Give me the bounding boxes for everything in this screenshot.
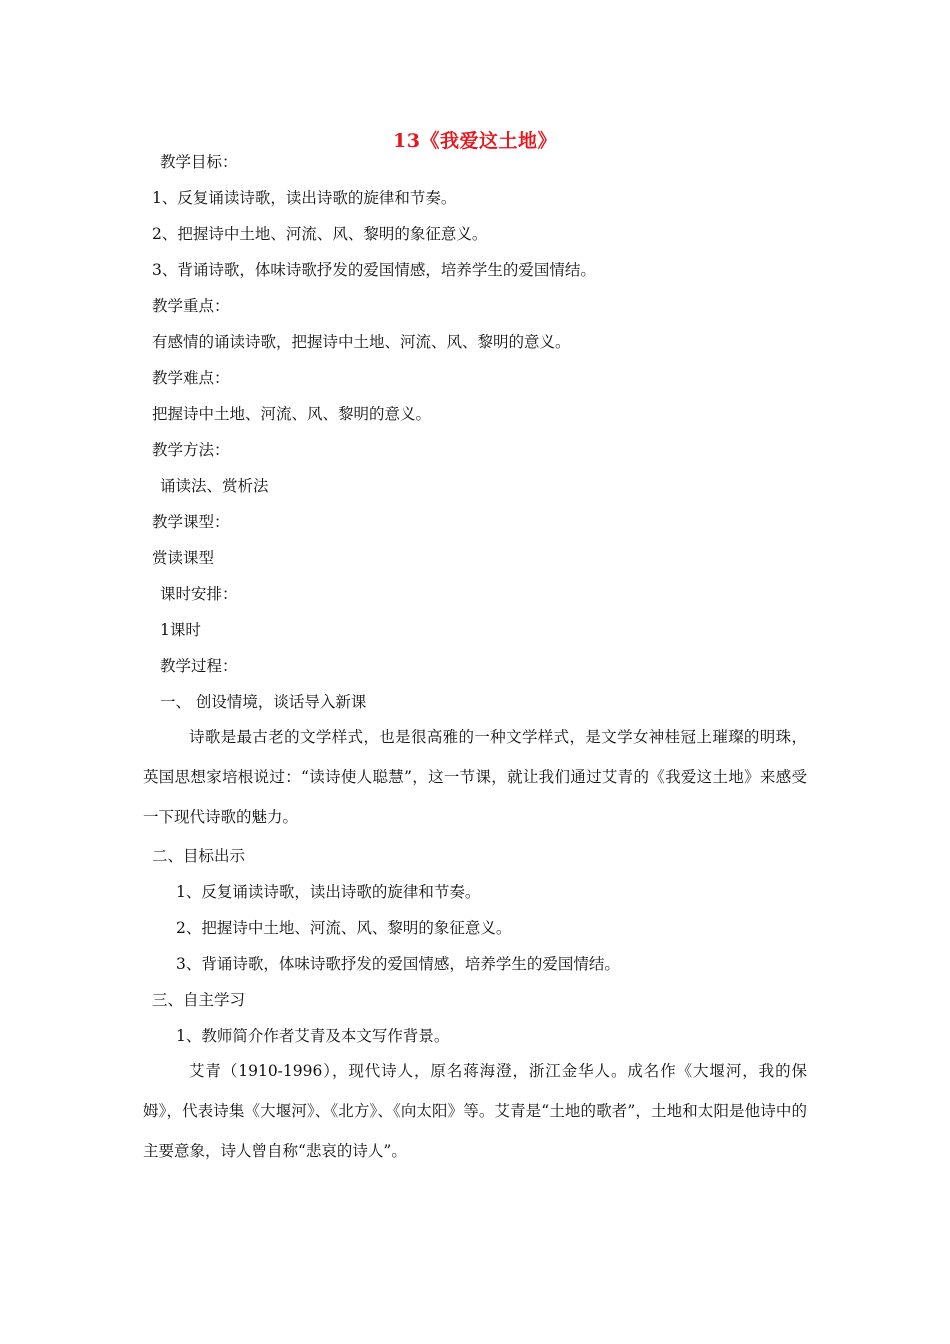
intro-paragraph: 诗歌是最古老的文学样式，也是很高雅的一种文学样式，是文学女神桂冠上璀璨的明珠，英国思想家培根说过：“读诗使人聪慧”，这一节课，就让我们通过艾青的《我爱这土地》来感受一下现代诗歌的魅力。 (143, 728, 807, 826)
goal-item: 1、反复诵读诗歌，读出诗歌的旋律和节奏。 (176, 883, 481, 901)
objective-item: 2、把握诗中土地、河流、风、黎明的象征意义。 (152, 225, 488, 243)
objective-item: 1、反复诵读诗歌，读出诗歌的旋律和节奏。 (152, 189, 457, 207)
method-text: 诵读法、赏析法 (160, 477, 269, 495)
goal-item: 3、背诵诗歌，体味诗歌抒发的爱国情感，培养学生的爱国情结。 (176, 955, 620, 973)
focus-text: 有感情的诵读诗歌，把握诗中土地、河流、风、黎明的意义。 (152, 333, 571, 351)
schedule-text: 1课时 (160, 621, 201, 639)
study-item: 1、教师简介作者艾青及本文写作背景。 (176, 1027, 450, 1045)
method-heading: 教学方法： (152, 441, 230, 459)
schedule-heading: 课时安排： (160, 585, 238, 603)
difficulty-text: 把握诗中土地、河流、风、黎明的意义。 (152, 405, 432, 423)
section-heading: 三、自主学习 (152, 991, 246, 1009)
goal-item: 2、把握诗中土地、河流、风、黎明的象征意义。 (176, 919, 512, 937)
page-title: 13《我爱这土地》 (393, 130, 557, 152)
process-heading: 教学过程： (160, 657, 238, 675)
focus-heading: 教学重点： (152, 297, 230, 315)
objectives-heading: 教学目标： (160, 153, 238, 171)
section-heading: 二、目标出示 (152, 847, 246, 865)
section-heading: 一、 创设情境，谈话导入新课 (160, 693, 367, 711)
lesson-type-text: 赏读课型 (152, 549, 215, 567)
objective-item: 3、背诵诗歌，体味诗歌抒发的爱国情感，培养学生的爱国情结。 (152, 261, 596, 279)
author-paragraph: 艾青（1910-1996），现代诗人，原名蒋海澄，浙江金华人。成名作《大堰河，我的保姆》，代表诗集《大堰河》、《北方》、《向太阳》等。艾青是“土地的歌者”，土地和太阳是他诗中的主要意象，诗人曾自称“悲哀的诗人”。 (143, 1062, 807, 1160)
lesson-type-heading: 教学课型： (152, 513, 230, 531)
difficulty-heading: 教学难点： (152, 369, 230, 387)
